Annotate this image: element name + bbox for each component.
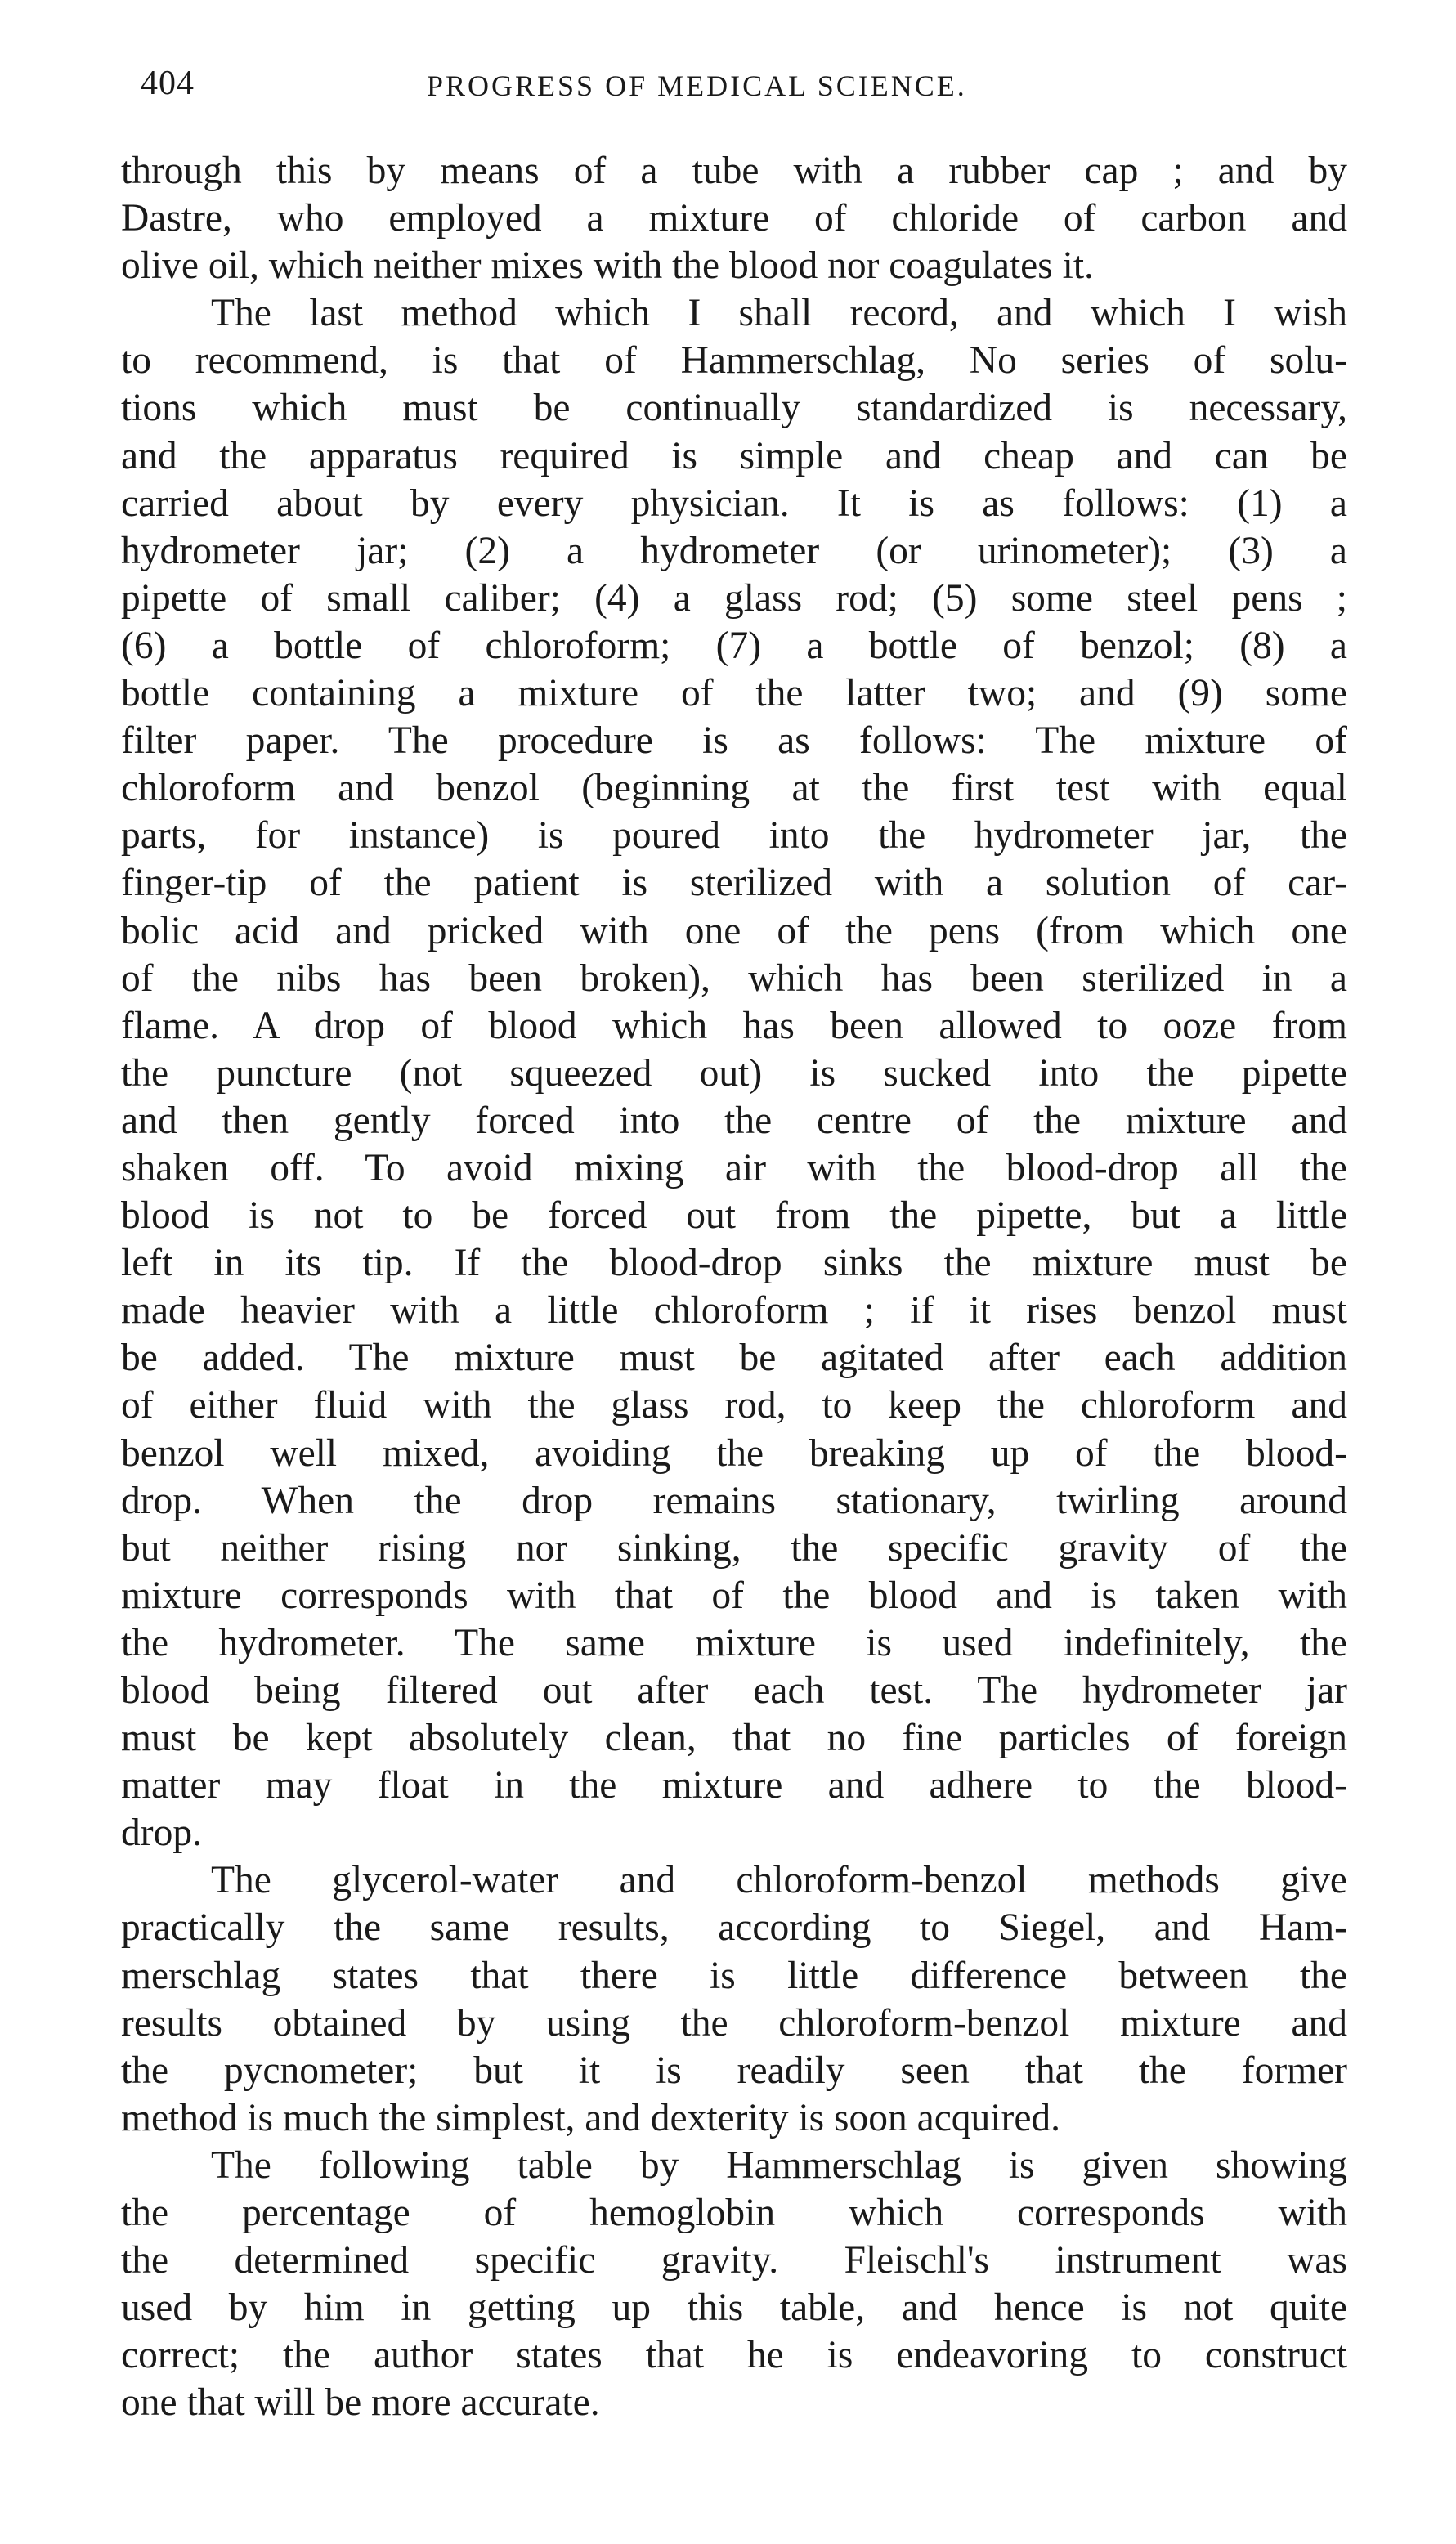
text-line: carried about by every physician. It is as follows: (1) a [121,481,1347,525]
text-line: drop. When the drop remains stationary, twirling around [121,1479,1347,1522]
text-line: practically the same results, according to Siegel, and Ham- [121,1906,1347,1950]
text-line: and then gently forced into the centre of the mixture and [121,1099,1347,1142]
text-line: mixture corresponds with that of the blood and is taken with [121,1574,1347,1617]
text-line: olive oil, which neither mixes with the blood nor coagulates it. [121,244,1094,288]
text-line: results obtained by using the chloroform-benzol mixture and [121,2001,1347,2045]
text-line: merschlag states that there is little difference between the [121,1954,1347,1997]
text-line: be added. The mixture must be agitated after each addition [121,1337,1347,1380]
text-line: drop. [121,1812,202,1855]
text-line: parts, for instance) is poured into the hydrometer jar, the [121,814,1347,858]
text-line: the pycnometer; but it is readily seen that the former [121,2049,1347,2092]
text-line: of the nibs has been broken), which has been sterilized in a [121,956,1347,1000]
text-line: hydrometer jar; (2) a hydrometer (or urinometer); (3) a [121,529,1347,572]
text-line: bolic acid and pricked with one of the pens (from which one [121,909,1347,952]
text-line: the determined specific gravity. Fleischl's instrument was [121,2239,1347,2282]
text-line: blood is not to be forced out from the pipette, but a little [121,1194,1347,1238]
text-line: flame. A drop of blood which has been allowed to ooze from [121,1004,1347,1047]
text-line: filter paper. The procedure is as follows: The mixture of [121,719,1347,763]
text-line: finger-tip of the patient is sterilized with a solution of car- [121,862,1347,905]
text-line: blood being filtered out after each test. The hydrometer jar [121,1669,1347,1712]
text-line: of either fluid with the glass rod, to keep the chloroform and [121,1384,1347,1427]
text-line: and the apparatus required is simple and cheap and can be [121,434,1347,477]
text-line: shaken off. To avoid mixing air with the blood-drop all the [121,1146,1347,1189]
paragraph-start-line: The glycerol-water and chloroform-benzol methods give [211,1859,1347,1902]
text-line: left in its tip. If the blood-drop sinks the mixture must be [121,1242,1347,1285]
page-header [141,64,1318,113]
text-line: method is much the simplest, and dexterity is soon acquired. [121,2096,1061,2139]
text-line: pipette of small caliber; (4) a glass rod; (5) some steel pens ; [121,576,1347,620]
text-line: Dastre, who employed a mixture of chloride of carbon and [121,197,1347,240]
text-line: to recommend, is that of Hammerschlag, No series of solu- [121,339,1347,383]
text-line: benzol well mixed, avoiding the breaking up of the blood- [121,1431,1347,1475]
text-line: correct; the author states that he is endeavoring to construct [121,2334,1347,2377]
text-line: must be kept absolutely clean, that no fine particles of foreign [121,1717,1347,1760]
text-line: one that will be more accurate. [121,2381,600,2425]
text-line: tions which must be continually standardized is necessary, [121,387,1347,430]
text-line: the percentage of hemoglobin which corresponds with [121,2192,1347,2235]
body-text [121,147,1347,2427]
text-line: (6) a bottle of chloroform; (7) a bottle of benzol; (8) a [121,624,1347,667]
paragraph-start-line: The last method which I shall record, and which I wish [211,292,1347,335]
paragraph-start-line: The following table by Hammerschlag is given showing [211,2143,1347,2187]
text-line: made heavier with a little chloroform ; if it rises benzol must [121,1289,1347,1332]
text-line: but neither rising nor sinking, the specific gravity of the [121,1526,1347,1570]
text-line: the puncture (not squeezed out) is sucked into the pipette [121,1051,1347,1095]
text-line: the hydrometer. The same mixture is used indefinitely, the [121,1621,1347,1664]
text-line: through this by means of a tube with a rubber cap ; and by [121,150,1347,192]
text-line: chloroform and benzol (beginning at the first test with equal [121,767,1347,810]
running-title: PROGRESS OF MEDICAL SCIENCE. [427,69,967,102]
text-line: matter may float in the mixture and adhere to the blood- [121,1764,1347,1807]
text-line: used by him in getting up this table, and hence is not quite [121,2286,1347,2330]
page-number: 404 [141,65,195,102]
text-line: bottle containing a mixture of the latter two; and (9) some [121,672,1347,715]
